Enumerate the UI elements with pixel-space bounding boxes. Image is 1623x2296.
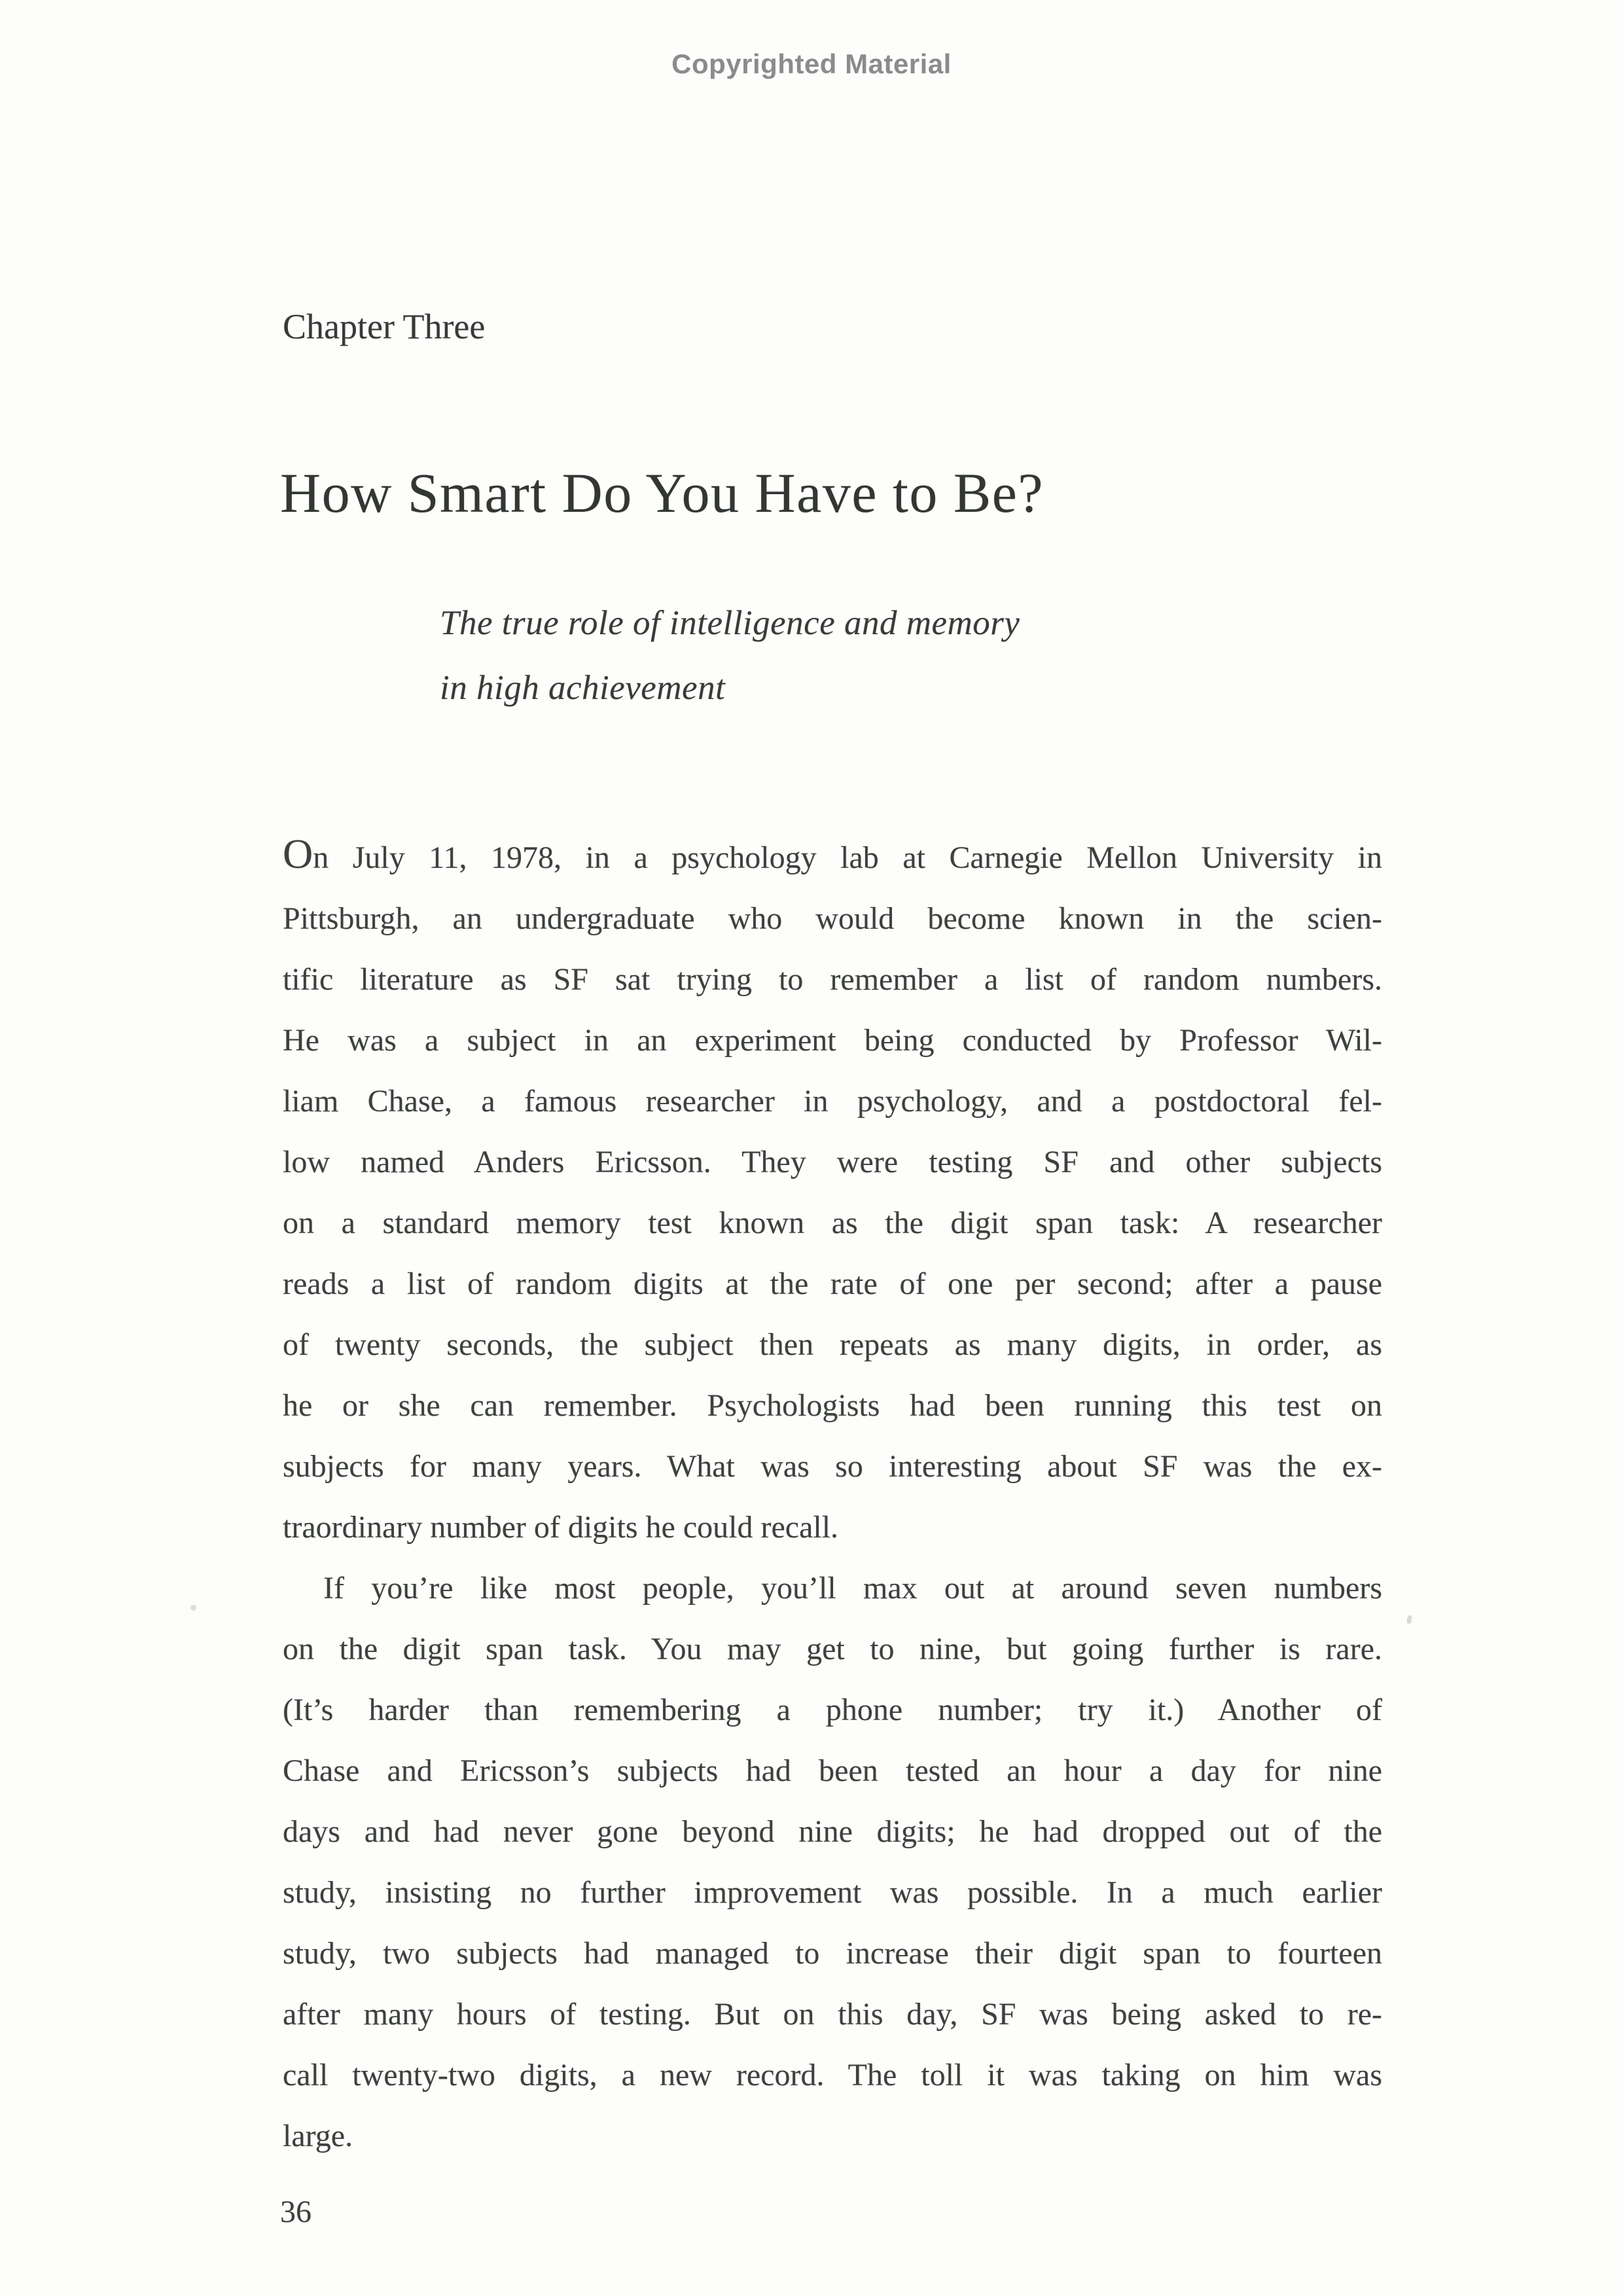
body-line: tific literature as SF sat trying to remember a list of random numbers.	[283, 962, 1382, 997]
body-line: after many hours of testing. But on this day, SF was being asked to re-	[283, 1997, 1382, 2032]
body-line: reads a list of random digits at the rate of one per second; after a pause	[283, 1266, 1382, 1301]
subtitle-line: The true role of intelligence and memory	[440, 604, 1020, 642]
body-line: days and had never gone beyond nine digits; he had dropped out of the	[283, 1814, 1382, 1849]
body-line: low named Anders Ericsson. They were testing SF and other subjects	[283, 1145, 1382, 1179]
body-line: He was a subject in an experiment being conducted by Professor Wil-	[283, 1023, 1382, 1058]
body-line: of twenty seconds, the subject then repeats as many digits, in order, as	[283, 1327, 1382, 1362]
body-line: traordinary number of digits he could recall.	[283, 1510, 839, 1545]
body-line: he or she can remember. Psychologists had been running this test on	[283, 1388, 1382, 1423]
body-text	[283, 823, 1382, 2166]
subtitle-line: in high achievement	[440, 669, 726, 707]
body-line: (It’s harder than remembering a phone number; try it.) Another of	[283, 1693, 1382, 1727]
scan-speck	[1406, 1615, 1413, 1624]
chapter-label: Chapter Three	[283, 307, 486, 346]
initial-capital: O	[283, 831, 313, 877]
body-line: Pittsburgh, an undergraduate who would become known in the scien-	[283, 901, 1382, 936]
scan-speck	[190, 1605, 196, 1611]
body-line: on the digit span task. You may get to nine, but going further is rare.	[283, 1632, 1382, 1666]
body-line: study, two subjects had managed to increase their digit span to fourteen	[283, 1936, 1382, 1971]
body-line: on a standard memory test known as the digit span task: A researcher	[283, 1206, 1382, 1240]
body-line: subjects for many years. What was so interesting about SF was the ex-	[283, 1449, 1382, 1484]
page-number: 36	[280, 2195, 312, 2229]
body-line: large.	[283, 2119, 353, 2153]
chapter-title: How Smart Do You Have to Be?	[280, 461, 1044, 524]
body-line: liam Chase, a famous researcher in psychology, and a postdoctoral fel-	[283, 1084, 1382, 1119]
body-line: Chase and Ericsson’s subjects had been tested an hour a day for nine	[283, 1753, 1382, 1788]
chapter-subtitle	[440, 591, 1020, 721]
body-line: call twenty-two digits, a new record. The toll it was taking on him was	[283, 2058, 1382, 2092]
copyright-notice: Copyrighted Material	[671, 48, 952, 79]
body-line: On July 11, 1978, in a psychology lab at Carnegie Mellon University in	[283, 831, 1382, 877]
body-line: If you’re like most people, you’ll max out at around seven numbers	[323, 1571, 1382, 1605]
body-line: study, insisting no further improvement was possible. In a much earlier	[283, 1875, 1382, 1910]
